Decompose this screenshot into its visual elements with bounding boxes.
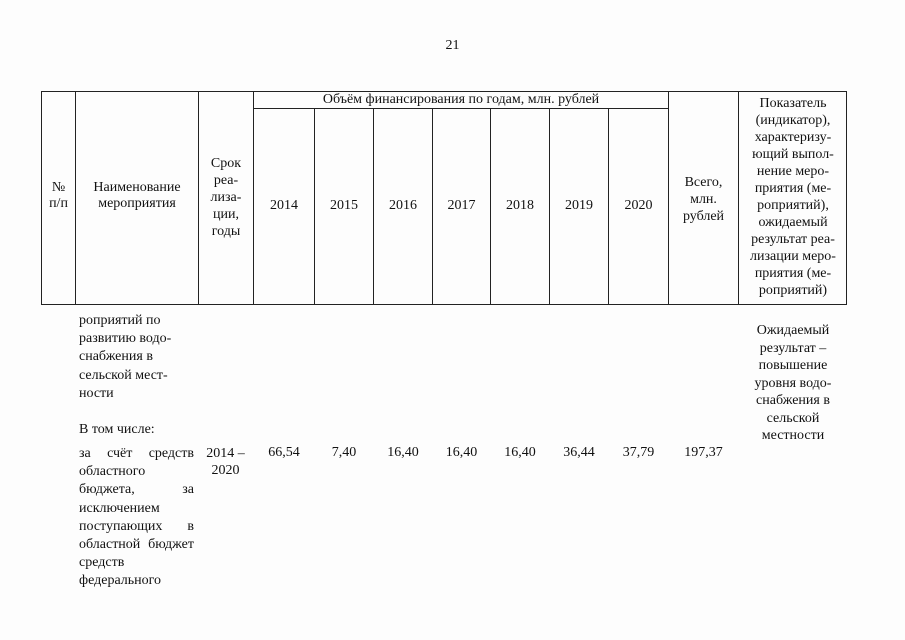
expected-result: Ожидаемый результат – повышение уровня водо- снабжения в сельской местности bbox=[754, 323, 832, 443]
column-header-indicator: Показатель (индикатор), характеризу- ющий выпол- нение меро- приятия (ме- роприятий), ожидаемый результат реа- лизации меро- приятия (ме- роприятий) bbox=[750, 96, 836, 298]
funding-source-text: за счёт средств областного бюджета, за исключением поступающих в областной бюджет средств федерального bbox=[79, 446, 194, 589]
table-header bbox=[41, 91, 847, 305]
value-2017: 16,40 bbox=[445, 445, 478, 460]
year-header: 2018 bbox=[506, 198, 534, 213]
value-2020: 37,79 bbox=[622, 445, 655, 460]
year-header: 2020 bbox=[624, 198, 653, 213]
value-2018: 16,40 bbox=[504, 445, 536, 460]
value-2019: 36,44 bbox=[563, 445, 595, 460]
measure-name-continuation: роприятий по развитию водо- снабжения в сельской мест- ности bbox=[79, 313, 172, 401]
including-label: В том числе: bbox=[79, 422, 155, 437]
value-2014: 66,54 bbox=[268, 445, 300, 460]
value-total: 197,37 bbox=[684, 445, 723, 460]
column-header-term: Срок реа- лиза- ции, годы bbox=[210, 156, 242, 239]
year-header: 2017 bbox=[447, 198, 476, 213]
financing-header-divider bbox=[253, 108, 668, 109]
column-header-number: № п/п bbox=[49, 180, 68, 211]
implementation-term: 2014 – 2020 bbox=[206, 446, 245, 478]
year-header: 2019 bbox=[565, 198, 593, 213]
column-header-total: Всего, млн. рублей bbox=[682, 175, 725, 224]
page-number: 21 bbox=[445, 38, 460, 53]
year-header: 2015 bbox=[330, 198, 358, 213]
column-header-name: Наименование мероприятия bbox=[93, 180, 181, 211]
financing-header: Объём финансирования по годам, млн. рублей bbox=[322, 92, 600, 107]
value-2015: 7,40 bbox=[331, 445, 357, 460]
year-header: 2016 bbox=[389, 198, 417, 213]
value-2016: 16,40 bbox=[387, 445, 419, 460]
year-header: 2014 bbox=[270, 198, 298, 213]
